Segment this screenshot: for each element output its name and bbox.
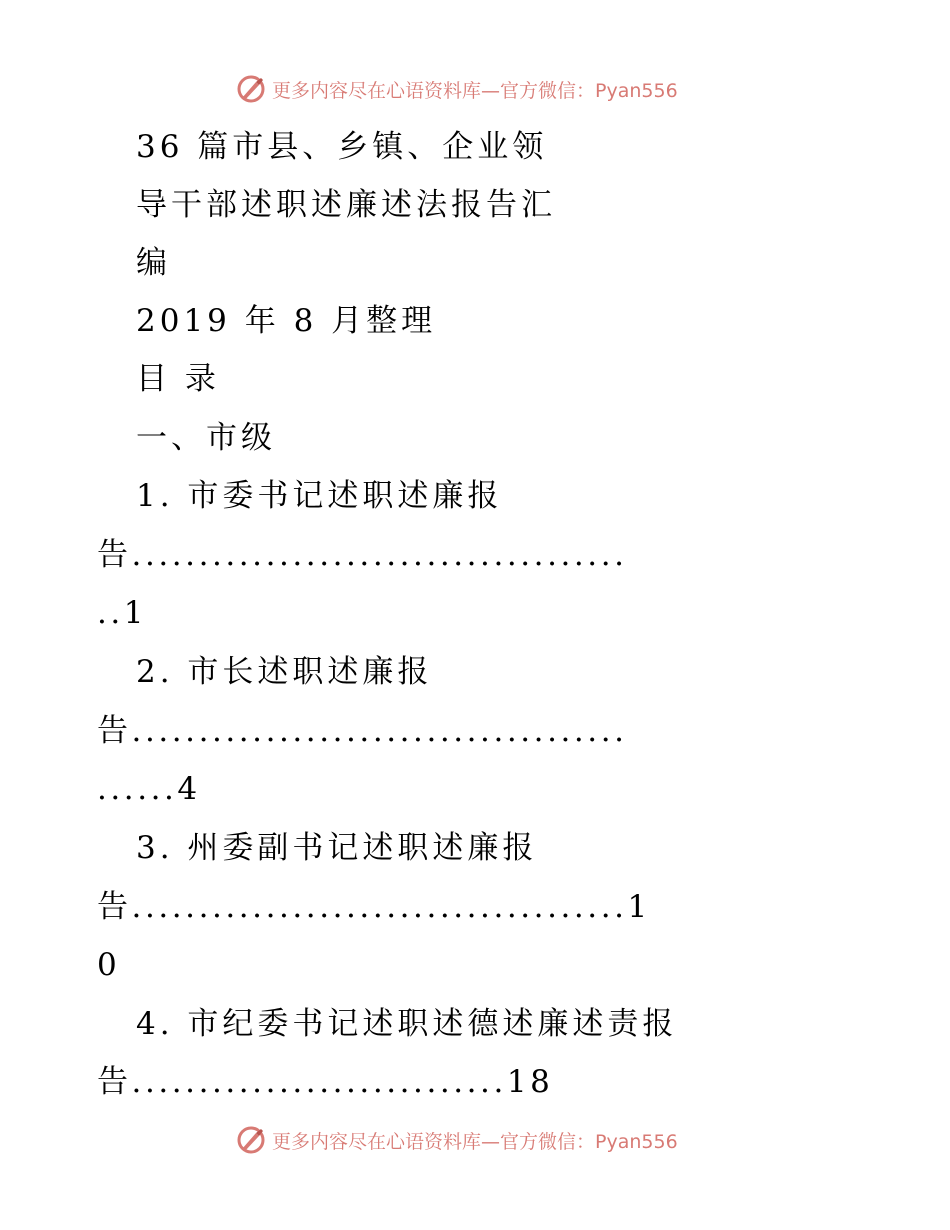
doc-title-line-2: 导干部述职述廉述法报告汇 bbox=[136, 187, 556, 223]
watermark-text: 更多内容尽在心语资料库—官方微信：Pyan556 bbox=[272, 1130, 678, 1153]
toc-entry-1-label: 1. 市委书记述职述廉报 bbox=[136, 478, 503, 514]
pen-logo-icon bbox=[236, 74, 266, 104]
toc-section-city: 一、市级 bbox=[136, 420, 276, 456]
toc-entry-2-leader: 告..................................... bbox=[97, 713, 628, 749]
toc-entry-3-leader: 告.....................................1 bbox=[97, 889, 651, 925]
toc-heading: 目 录 bbox=[136, 361, 220, 397]
doc-date: 2019 年 8 月整理 bbox=[136, 303, 437, 339]
toc-entry-2-page: ......4 bbox=[97, 771, 201, 807]
footer-watermark bbox=[236, 1123, 678, 1157]
toc-entry-3-label: 3. 州委副书记述职述廉报 bbox=[136, 830, 538, 866]
doc-title-line-3: 编 bbox=[136, 245, 171, 281]
toc-entry-1-page: ..1 bbox=[97, 595, 148, 631]
watermark-text: 更多内容尽在心语资料库—官方微信：Pyan556 bbox=[272, 79, 678, 102]
toc-entry-3-page: 0 bbox=[97, 947, 121, 983]
doc-title-line-1: 36 篇市县、乡镇、企业领 bbox=[136, 129, 548, 165]
pen-logo-icon bbox=[236, 1125, 266, 1155]
toc-entry-1-leader: 告..................................... bbox=[97, 537, 628, 573]
toc-entry-2-label: 2. 市长述职述廉报 bbox=[136, 654, 433, 690]
toc-entry-4-leader: 告............................18 bbox=[97, 1064, 554, 1100]
toc-entry-4-label: 4. 市纪委书记述职述德述廉述责报 bbox=[136, 1006, 678, 1042]
header-watermark bbox=[236, 72, 678, 106]
